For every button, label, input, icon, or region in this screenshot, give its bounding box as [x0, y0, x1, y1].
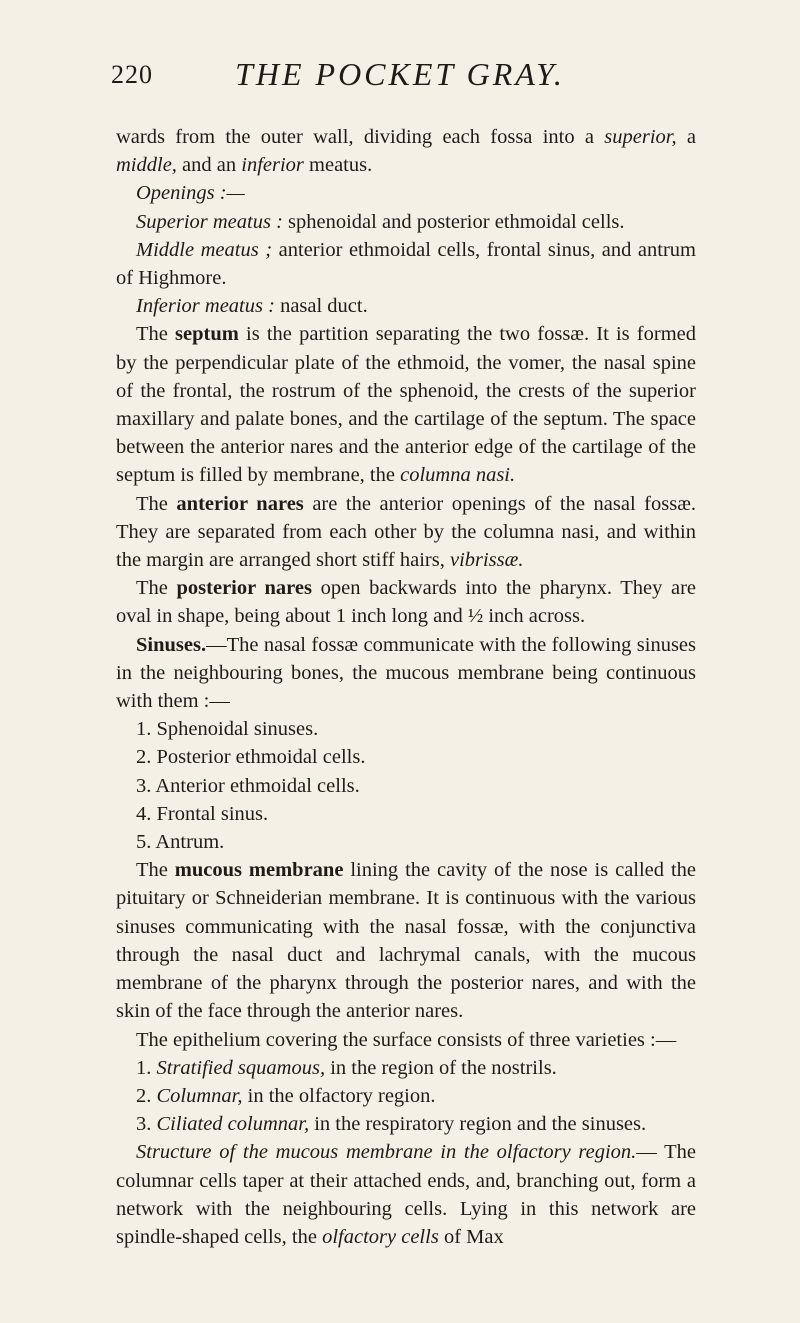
- paragraph-anterior-nares: The anterior nares are the anterior openings of the nasal fossæ. They are separated from each other by the columna nasi, and within the margin are arranged short stiff hairs, vibrissæ.: [116, 492, 697, 572]
- inferior-meatus: Inferior meatus : nasal duct.: [136, 295, 368, 318]
- paragraph-epithelium: The epithelium covering the surface consists of three varieties :—: [136, 1028, 677, 1051]
- body-text: [116, 123, 696, 1251]
- openings-heading: Openings :—: [136, 182, 245, 205]
- list-item: 2. Posterior ethmoidal cells.: [136, 746, 366, 769]
- list-item: 2. Columnar, in the olfactory region.: [136, 1084, 436, 1107]
- superior-meatus: Superior meatus : sphenoidal and posterior ethmoidal cells.: [136, 210, 625, 233]
- list-item: 4. Frontal sinus.: [136, 802, 269, 825]
- list-item: 1. Sphenoidal sinuses.: [136, 718, 319, 741]
- running-head: THE POCKET GRAY.: [235, 56, 565, 92]
- page-header: [0, 56, 800, 96]
- list-item: 3. Ciliated columnar, in the respiratory region and the sinuses.: [136, 1113, 647, 1136]
- list-item: 3. Anterior ethmoidal cells.: [136, 774, 360, 797]
- list-item: 1. Stratified squamous, in the region of the nostrils.: [136, 1056, 557, 1079]
- list-item: 5. Antrum.: [136, 831, 225, 854]
- page-number: 220: [111, 60, 153, 89]
- paragraph-structure: Structure of the mucous membrane in the olfactory region.— The columnar cells taper at their attached ends, and, branching out, form a network with the neighbouring cells. Lying in this network are spindle-shaped cells, the olfactory cells of Max: [116, 1141, 696, 1248]
- paragraph-mucous-membrane: The mucous membrane lining the cavity of the nose is called the pituitary or Schneiderian membrane. It is continuous with the various sinuses communicating with the nasal fossæ, with the conjunctiva through the nasal duct and lachrymal canals, with the mucous membrane of the pharynx through the posterior nares, and with the skin of the face through the anterior nares.: [116, 859, 696, 1023]
- middle-meatus: Middle meatus ; anterior ethmoidal cells, frontal sinus, and antrum of Highmore.: [116, 238, 696, 290]
- paragraph-meatus: wards from the outer wall, dividing each fossa into a superior, a middle, and an inferior meatus.: [116, 126, 696, 177]
- paragraph-sinuses: Sinuses.—The nasal fossæ communicate with the following sinuses in the neighbouring bones, the mucous membrane being continuous with them :—: [116, 633, 696, 713]
- paragraph-posterior-nares: The posterior nares open backwards into the pharynx. They are oval in shape, being about 1 inch long and ½ inch across.: [116, 577, 697, 628]
- paragraph-septum: The septum is the partition separating the two fossæ. It is formed by the perpendicular plate of the ethmoid, the vomer, the nasal spine of the frontal, the rostrum of the sphenoid, the crests of the superior maxillary and palate bones, and the cartilage of the septum. The space between the anterior nares and the anterior edge of the cartilage of the septum is filled by membrane, the columna nasi.: [116, 323, 696, 487]
